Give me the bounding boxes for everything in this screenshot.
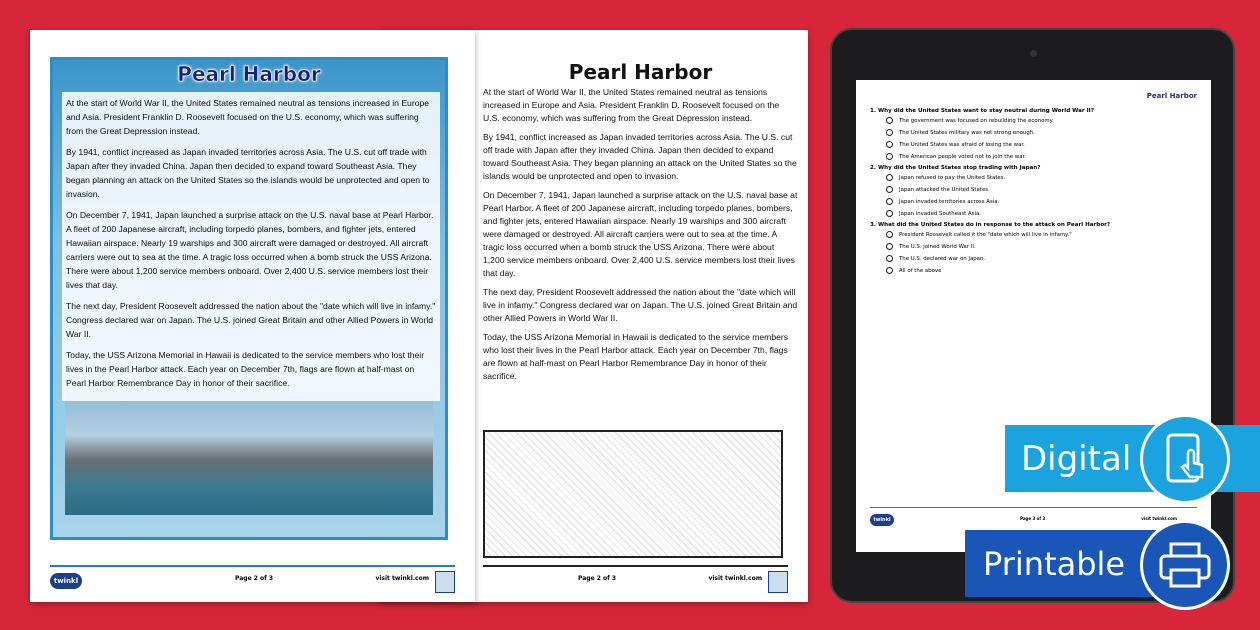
coloring-illustration (483, 430, 783, 558)
answer-option[interactable] (886, 174, 1197, 181)
answer-option[interactable] (886, 186, 1197, 193)
paragraph: On December 7, 1941, Japan launched a surprise attack on the U.S. naval base at Pearl Harbor. A fleet of 200 Japanese aircraft, including torpedo planes, bombers, and fighter jets, entered Hawaiian airspace. Nearly 19 warships and 300 aircraft were damaged or destroyed. All aircraft carriers were out to sea at the time. A tragic loss occurred when a bomb struck the USS Arizona. There were about 1,200 service members onboard. Over 2,400 U.S. service members lost their lives that day. (483, 190, 798, 278)
paragraph: The next day, President Roosevelt addressed the nation about the "date which will live in infamy." Congress declared war on Japan. The U.S. joined Great Britain and other Allied Powers in World War II. (483, 287, 798, 323)
digital-text: Digital (1021, 438, 1132, 479)
answer-label: The U.S. joined World War II. (899, 243, 976, 250)
answer-option[interactable] (886, 267, 1197, 274)
printer-icon (1140, 520, 1230, 610)
paragraph: At the start of World War II, the United States remained neutral as tensions increased in Europe and Asia. President Franklin D. Roosevelt focused on the U.S. economy, which was suffering from the Great Depression instead. (483, 87, 780, 123)
radio-button[interactable] (886, 186, 893, 193)
question: 3. What did the United States do in response to the attack on Pearl Harbor? (870, 222, 1111, 228)
answer-label: The American people voted not to join the war. (899, 153, 1026, 160)
page-number: Page 2 of 3 (578, 575, 616, 582)
answer-label: The government was focused on rebuilding the economy. (899, 117, 1054, 124)
answer-label: All of the above (899, 267, 942, 274)
pearl-harbor-illustration (65, 392, 433, 515)
radio-button[interactable] (886, 117, 893, 124)
radio-button[interactable] (886, 210, 893, 217)
answer-option[interactable] (886, 231, 1197, 238)
page-footer (50, 565, 455, 585)
camera-icon (1030, 50, 1037, 57)
site-link: visit twinkl.com (375, 575, 429, 582)
site-link: visit twinkl.com (1141, 516, 1177, 521)
color-worksheet-page (30, 30, 475, 602)
radio-button[interactable] (886, 231, 893, 238)
page-footer (483, 565, 788, 582)
answer-option[interactable] (886, 255, 1197, 262)
radio-button[interactable] (886, 153, 893, 160)
answer-option[interactable] (886, 243, 1197, 250)
answer-option[interactable] (886, 198, 1197, 205)
quiz-header: Pearl Harbor (1146, 92, 1197, 100)
twinkl-logo: twinkl (50, 573, 82, 589)
answer-option[interactable] (886, 153, 1197, 160)
question: 1. Why did the United States want to stay neutral during World War II? (870, 108, 1095, 114)
paragraph: At the start of World War II, the United States remained neutral as tensions increased in Europe and Asia. President Franklin D. Roosevelt focused on the U.S. economy, which was suffering from the Great Depression instead. (66, 98, 430, 136)
paragraph: By 1941, conflict increased as Japan invaded territories across Asia. The U.S. cut off trade with Japan after they invaded China. Japan then decided to expand toward Southeast Asia. They began planning an attack on the United States so the islands would be unprotected and open to invasion. (483, 132, 797, 181)
quality-badge-icon (768, 571, 788, 593)
quality-badge-icon (435, 571, 455, 593)
twinkl-logo: twinkl (870, 514, 894, 526)
answer-label: The United States was afraid of losing the war. (899, 141, 1025, 148)
page-footer (870, 507, 1197, 523)
answer-option[interactable] (886, 129, 1197, 136)
radio-button[interactable] (886, 141, 893, 148)
radio-button[interactable] (886, 174, 893, 181)
answer-label: Japan invaded Southeast Asia. (899, 210, 981, 217)
question: 2. Why did the United States stop trading with Japan? (870, 165, 1041, 171)
worksheet-card (50, 57, 448, 540)
answer-label: The U.S. declared war on Japan. (899, 255, 986, 262)
page-number: Page 2 of 3 (235, 575, 273, 582)
answer-label: Japan invaded territories across Asia. (899, 198, 1000, 205)
site-link: visit twinkl.com (708, 575, 762, 582)
answer-label: The United States military was not strong enough. (899, 129, 1035, 136)
radio-button[interactable] (886, 198, 893, 205)
paragraph: On December 7, 1941, Japan launched a surprise attack on the U.S. naval base at Pearl Harbor. A fleet of 200 Japanese aircraft, including torpedo planes, bombers, and fighter jets, entered Hawaiian airspace. Nearly 19 warships and 300 aircraft were damaged or destroyed. All aircraft carriers were out to sea at the time. A tragic loss occurred when a bomb struck the USS Arizona. There were about 1,200 service members onboard. Over 2,400 U.S. service members lost their lives that day. (66, 210, 434, 290)
reading-passage (62, 92, 440, 401)
answer-option[interactable] (886, 117, 1197, 124)
worksheet-title: Pearl Harbor (568, 60, 713, 84)
answer-label: Japan refused to pay the United States. (899, 174, 1006, 181)
paragraph: Today, the USS Arizona Memorial in Hawaii is dedicated to the service members who lost their lives in the Pearl Harbor attack. Each year on December 7th, flags are flown at half-mast on Pearl Harbor Remembrance Day in honor of their sacrifice. (483, 332, 789, 381)
paragraph: The next day, President Roosevelt addressed the nation about the "date which will live in infamy." Congress declared war on Japan. The U.S. joined Great Britain and other Allied Powers in World War II. (66, 301, 436, 339)
paragraph: By 1941, conflict increased as Japan invaded territories across Asia. The U.S. cut off trade with Japan after they invaded China. Japan then decided to expand toward Southeast Asia. They began planning an attack on the United States so the islands would be unprotected and open to invasion. (66, 147, 430, 199)
worksheet-title: Pearl Harbor (177, 62, 321, 86)
radio-button[interactable] (886, 243, 893, 250)
radio-button[interactable] (886, 129, 893, 136)
worksheet-card (483, 58, 798, 389)
radio-button[interactable] (886, 255, 893, 262)
answer-option[interactable] (886, 210, 1197, 217)
answer-label: Japan attacked the United States. (899, 186, 990, 193)
answer-option[interactable] (886, 141, 1197, 148)
paragraph: Today, the USS Arizona Memorial in Hawaii is dedicated to the service members who lost their lives in the Pearl Harbor attack. Each year on December 7th, flags are flown at half-mast on Pearl Harbor Remembrance Day in honor of their sacrifice. (66, 350, 425, 388)
page-number: Page 3 of 3 (1020, 516, 1046, 521)
printable-text: Printable (983, 544, 1126, 583)
answer-label: President Roosevelt called it the "date which will live in infamy." (899, 231, 1072, 238)
tablet-touch-icon (1140, 414, 1230, 504)
radio-button[interactable] (886, 267, 893, 274)
tablet-device (830, 28, 1235, 603)
